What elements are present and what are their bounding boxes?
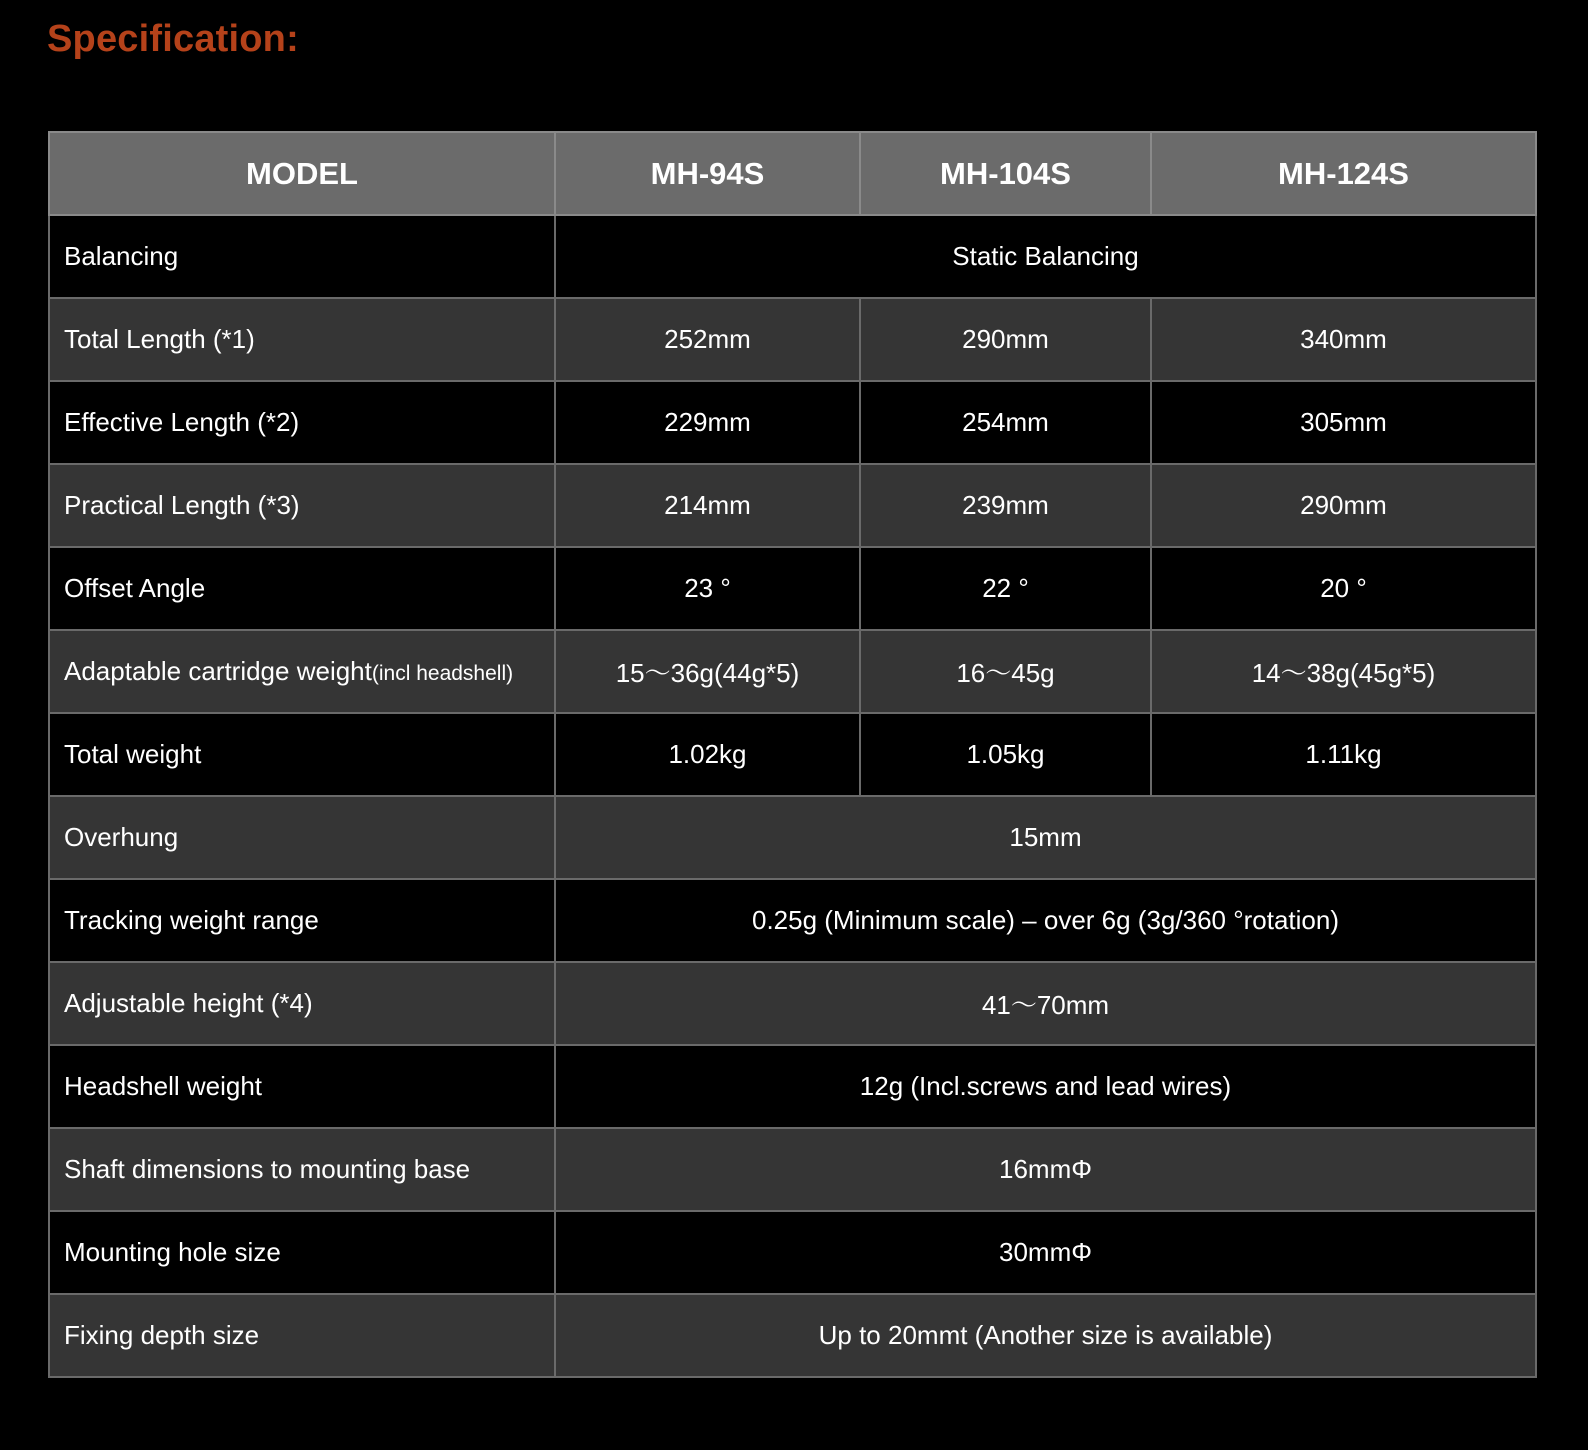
table-row (49, 1045, 1536, 1128)
header-model: MODEL (49, 132, 555, 215)
table-row (49, 1294, 1536, 1377)
row-label: Total Length (*1) (49, 298, 555, 381)
row-label: Practical Length (*3) (49, 464, 555, 547)
row-label-note: (incl headshell) (371, 662, 514, 685)
row-value-mh-94s: 229mm (555, 381, 860, 464)
table-row (49, 547, 1536, 630)
row-value-all-models: 41～70mm (555, 962, 1536, 1045)
row-label: Overhung (49, 796, 555, 879)
row-value-mh-124s: 340mm (1151, 298, 1536, 381)
row-value-all-models: Static Balancing (555, 215, 1536, 298)
row-value-mh-104s: 290mm (860, 298, 1151, 381)
table-row (49, 1128, 1536, 1211)
table-row (49, 879, 1536, 962)
table-row (49, 962, 1536, 1045)
row-value-mh-104s: 1.05kg (860, 713, 1151, 796)
row-label: Shaft dimensions to mounting base (49, 1128, 555, 1211)
row-label: Headshell weight (49, 1045, 555, 1128)
page-title: Specification: (47, 18, 299, 60)
row-value-mh-94s: 23 ° (555, 547, 860, 630)
row-label: Fixing depth size (49, 1294, 555, 1377)
row-value-mh-94s: 252mm (555, 298, 860, 381)
row-value-mh-104s: 22 ° (860, 547, 1151, 630)
table-row (49, 298, 1536, 381)
table-row (49, 464, 1536, 547)
table-row (49, 713, 1536, 796)
table-row (49, 796, 1536, 879)
table-row (49, 381, 1536, 464)
row-value-all-models: 15mm (555, 796, 1536, 879)
table-header-row (49, 132, 1536, 215)
table-row (49, 215, 1536, 298)
header-mh-104s: MH-104S (860, 132, 1151, 215)
row-value-mh-124s: 20 ° (1151, 547, 1536, 630)
row-value-mh-94s: 1.02kg (555, 713, 860, 796)
row-label (49, 630, 555, 713)
row-label: Offset Angle (49, 547, 555, 630)
row-value-mh-124s: 14～38g(45g*5) (1151, 630, 1536, 713)
row-value-all-models: Up to 20mmt (Another size is available) (555, 1294, 1536, 1377)
table-row (49, 630, 1536, 713)
row-value-all-models: 30mmΦ (555, 1211, 1536, 1294)
row-value-mh-94s: 15～36g(44g*5) (555, 630, 860, 713)
row-value-mh-124s: 1.11kg (1151, 713, 1536, 796)
header-mh-124s: MH-124S (1151, 132, 1536, 215)
row-label: Tracking weight range (49, 879, 555, 962)
row-value-mh-104s: 239mm (860, 464, 1151, 547)
specification-table (48, 131, 1537, 1378)
row-value-mh-124s: 305mm (1151, 381, 1536, 464)
table-row (49, 1211, 1536, 1294)
row-label-main: Adaptable cartridge weight (64, 656, 372, 686)
row-value-all-models: 12g (Incl.screws and lead wires) (555, 1045, 1536, 1128)
row-value-mh-94s: 214mm (555, 464, 860, 547)
row-label: Mounting hole size (49, 1211, 555, 1294)
row-value-all-models: 16mmΦ (555, 1128, 1536, 1211)
header-mh-94s: MH-94S (555, 132, 860, 215)
row-label: Effective Length (*2) (49, 381, 555, 464)
row-value-mh-104s: 254mm (860, 381, 1151, 464)
row-value-mh-124s: 290mm (1151, 464, 1536, 547)
row-label: Adjustable height (*4) (49, 962, 555, 1045)
row-label: Total weight (49, 713, 555, 796)
row-value-all-models: 0.25g (Minimum scale) – over 6g (3g/360 °rotation) (555, 879, 1536, 962)
row-value-mh-104s: 16～45g (860, 630, 1151, 713)
row-label: Balancing (49, 215, 555, 298)
